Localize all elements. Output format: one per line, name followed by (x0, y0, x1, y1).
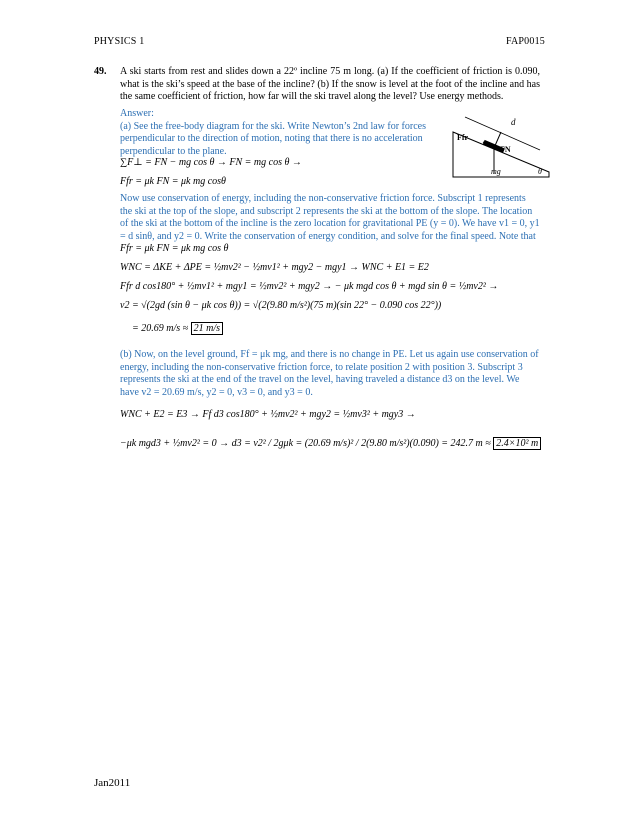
eq-friction-2: Ffr = μk FN = μk mg cos θ (120, 243, 229, 254)
question-number: 49. (94, 66, 107, 77)
eq-normal-force: ∑F⊥ = FN − mg cos θ → FN = mg cos θ → (120, 157, 302, 168)
mg-label: mg (491, 167, 501, 176)
free-body-diagram (445, 112, 555, 187)
ffr-label: Ffr (457, 133, 469, 142)
header-course: PHYSICS 1 (94, 36, 145, 47)
eq-energy-balance: Ffr d cos180° + ½mv1² + mgy1 = ½mv2² + mgy2 → − μk mgd cos θ + mgd sin θ = ½mv2² → (120, 281, 499, 292)
d-label: d (511, 117, 516, 127)
header-code: FAP0015 (505, 36, 545, 47)
energy-paragraph: Now use conservation of energy, including the non-conservative friction force. Subscript 1 represents the ski at the top of the slope, and subscript 2 represents the ski at the bottom of the slope. The location of the ski at the bottom of the incline is the zero location for gravitational PE (y = 0). We have v1 = 0, y1 = d sinθ, and y2 = 0. Write the conservation of energy condition, and solve for the final speed. Note that (120, 193, 540, 242)
distance-formula: −μk mgd3 + ½mv2² = 0 → d3 = v2² / 2gμk = (20.69 m/s)² / 2(9.80 m/s²)(0.090) = 242.7 m ≈ (120, 438, 494, 449)
eq-speed-result (132, 323, 223, 334)
part-b-paragraph: (b) Now, on the level ground, Ff = μk mg, and there is no change in PE. Let us again use conservation of energy, including the non-conservative friction force, to relate position 2 with position 3. Subscript 3 represents the ski at the end of the travel on the level, having traveled a distance d3 on the level. We have v2 = 20.69 m/s, y2 = 0, v3 = 0, and y3 = 0. (120, 349, 539, 398)
distance-answer-box: 2.4×10² m (493, 437, 541, 450)
eq-speed-formula: v2 = √(2gd (sin θ − μk cos θ)) = √(2(9.80 m/s²)(75 m)(sin 22° − 0.090 cos 22°)) (120, 300, 442, 311)
fn-label: FN (500, 145, 511, 154)
footer-date: Jan2011 (94, 777, 131, 789)
answer-label: Answer: (120, 108, 154, 119)
eq-work-energy: WNC = ΔKE + ΔPE = ½mv2² − ½mv1² + mgy2 − mgy1 → WNC + E1 = E2 (120, 262, 429, 273)
eq-energy-level: WNC + E2 = E3 → Ff d3 cos180° + ½mv2² + mgy2 = ½mv3² + mgy3 → (120, 409, 416, 420)
eq-friction: Ffr = μk FN = μk mg cosθ (120, 176, 226, 187)
speed-answer-box: 21 m/s (191, 322, 223, 335)
speed-value: = 20.69 m/s ≈ (132, 323, 191, 334)
question-text: A ski starts from rest and slides down a 22º incline 75 m long. (a) If the coefficient of friction is 0.090, what is the ski’s speed at the base of the incline? (b) If the snow is level at the foot of the incline and has the same coefficient of friction, how far will the ski travel along the level? Use energy methods. (120, 66, 540, 102)
theta-label: θ (538, 167, 542, 176)
part-a-intro: (a) See the free-body diagram for the ski. Write Newton’s 2nd law for forces perpendicular to the direction of motion, noting that there is no acceleration perpendicular to the plane. (120, 120, 426, 157)
eq-distance (120, 438, 541, 449)
